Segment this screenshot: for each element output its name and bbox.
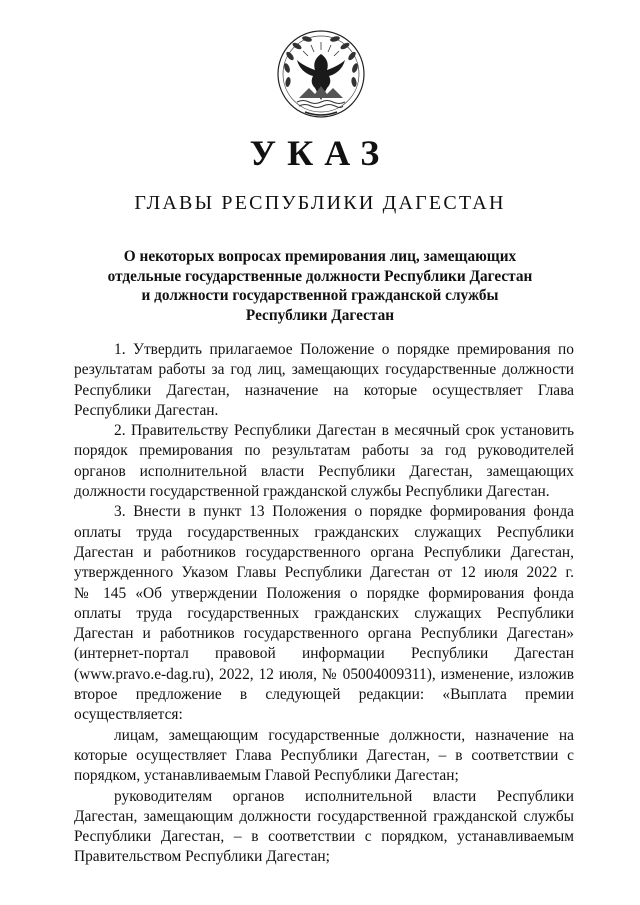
body-line: второе предложение в следующей редакции: «Выплата премии: [74, 686, 574, 704]
body-line: Республики Дагестан, назначение на которые осуществляет Глава: [74, 381, 574, 399]
body-line: № 145 «Об утверждении Положения о порядке формирования фонда: [74, 584, 574, 602]
body-line: Республики Дагестан, – в соответствии с порядком, устанавливаемым: [74, 828, 574, 846]
body-line: Правительством Республики Дагестан;: [74, 848, 330, 866]
body-line: порядком, устанавливаемым Главой Республики Дагестан;: [74, 767, 459, 785]
heading-line: Республики Дагестан: [245, 306, 395, 324]
body-line: органов исполнительной власти Республики Дагестан, замещающих: [74, 462, 574, 480]
body-line: лицам, замещающим государственные должности, назначение на: [114, 726, 574, 744]
body-line: оплаты труда государственных гражданских служащих Республики: [74, 523, 574, 541]
decree-issuer: ГЛАВЫ РЕСПУБЛИКИ ДАГЕСТАН: [134, 192, 506, 214]
heading-line: О некоторых вопросах премирования лиц, замещающих: [123, 248, 517, 265]
body-line: которые осуществляет Глава Республики Дагестан, – в соответствии с: [74, 746, 574, 764]
body-line: 2. Правительству Республики Дагестан в месячный срок установить: [114, 422, 574, 440]
body-line: (интернет-портал правовой информации Республики Дагестан: [74, 645, 574, 663]
body-line: Дагестан и работников государственного органа Республики Дагестан»: [74, 625, 574, 643]
body-line: руководителям органов исполнительной власти Республики: [114, 787, 574, 805]
body-line: порядок премирования по результатам работы за год руководителей: [74, 442, 574, 460]
heading-line: и должности государственной гражданской службы: [141, 287, 499, 304]
body-line: 3. Внести в пункт 13 Положения о порядке формирования фонда: [114, 503, 574, 521]
decree-body: [74, 340, 574, 868]
body-line: оплаты труда государственных гражданских служащих Республики: [74, 604, 574, 622]
body-line: Республики Дагестан.: [74, 401, 219, 419]
body-line: (www.pravo.e-dag.ru), 2022, 12 июля, № 05004009311), изменение, изложив: [74, 665, 574, 683]
decree-title: УКАЗ: [249, 133, 391, 173]
body-line: должности государственной гражданской службы Республики Дагестан.: [74, 483, 550, 501]
body-line: утвержденного Указом Главы Республики Дагестан от 12 июля 2022 г.: [74, 564, 574, 582]
heading-line: отдельные государственные должности Республики Дагестан: [107, 267, 533, 285]
decree-heading: [90, 247, 550, 325]
coat-of-arms-dagestan-icon: [275, 28, 367, 120]
body-line: Дагестан, замещающим должности государственной гражданской службы: [74, 807, 574, 825]
body-line: Дагестан и работников государственного органа Республики Дагестан,: [74, 543, 574, 561]
body-line: осуществляется:: [74, 706, 183, 724]
body-line: результатам работы за год лиц, замещающих государственные должности: [74, 361, 574, 379]
body-line: 1. Утвердить прилагаемое Положение о порядке премирования по: [114, 341, 574, 358]
